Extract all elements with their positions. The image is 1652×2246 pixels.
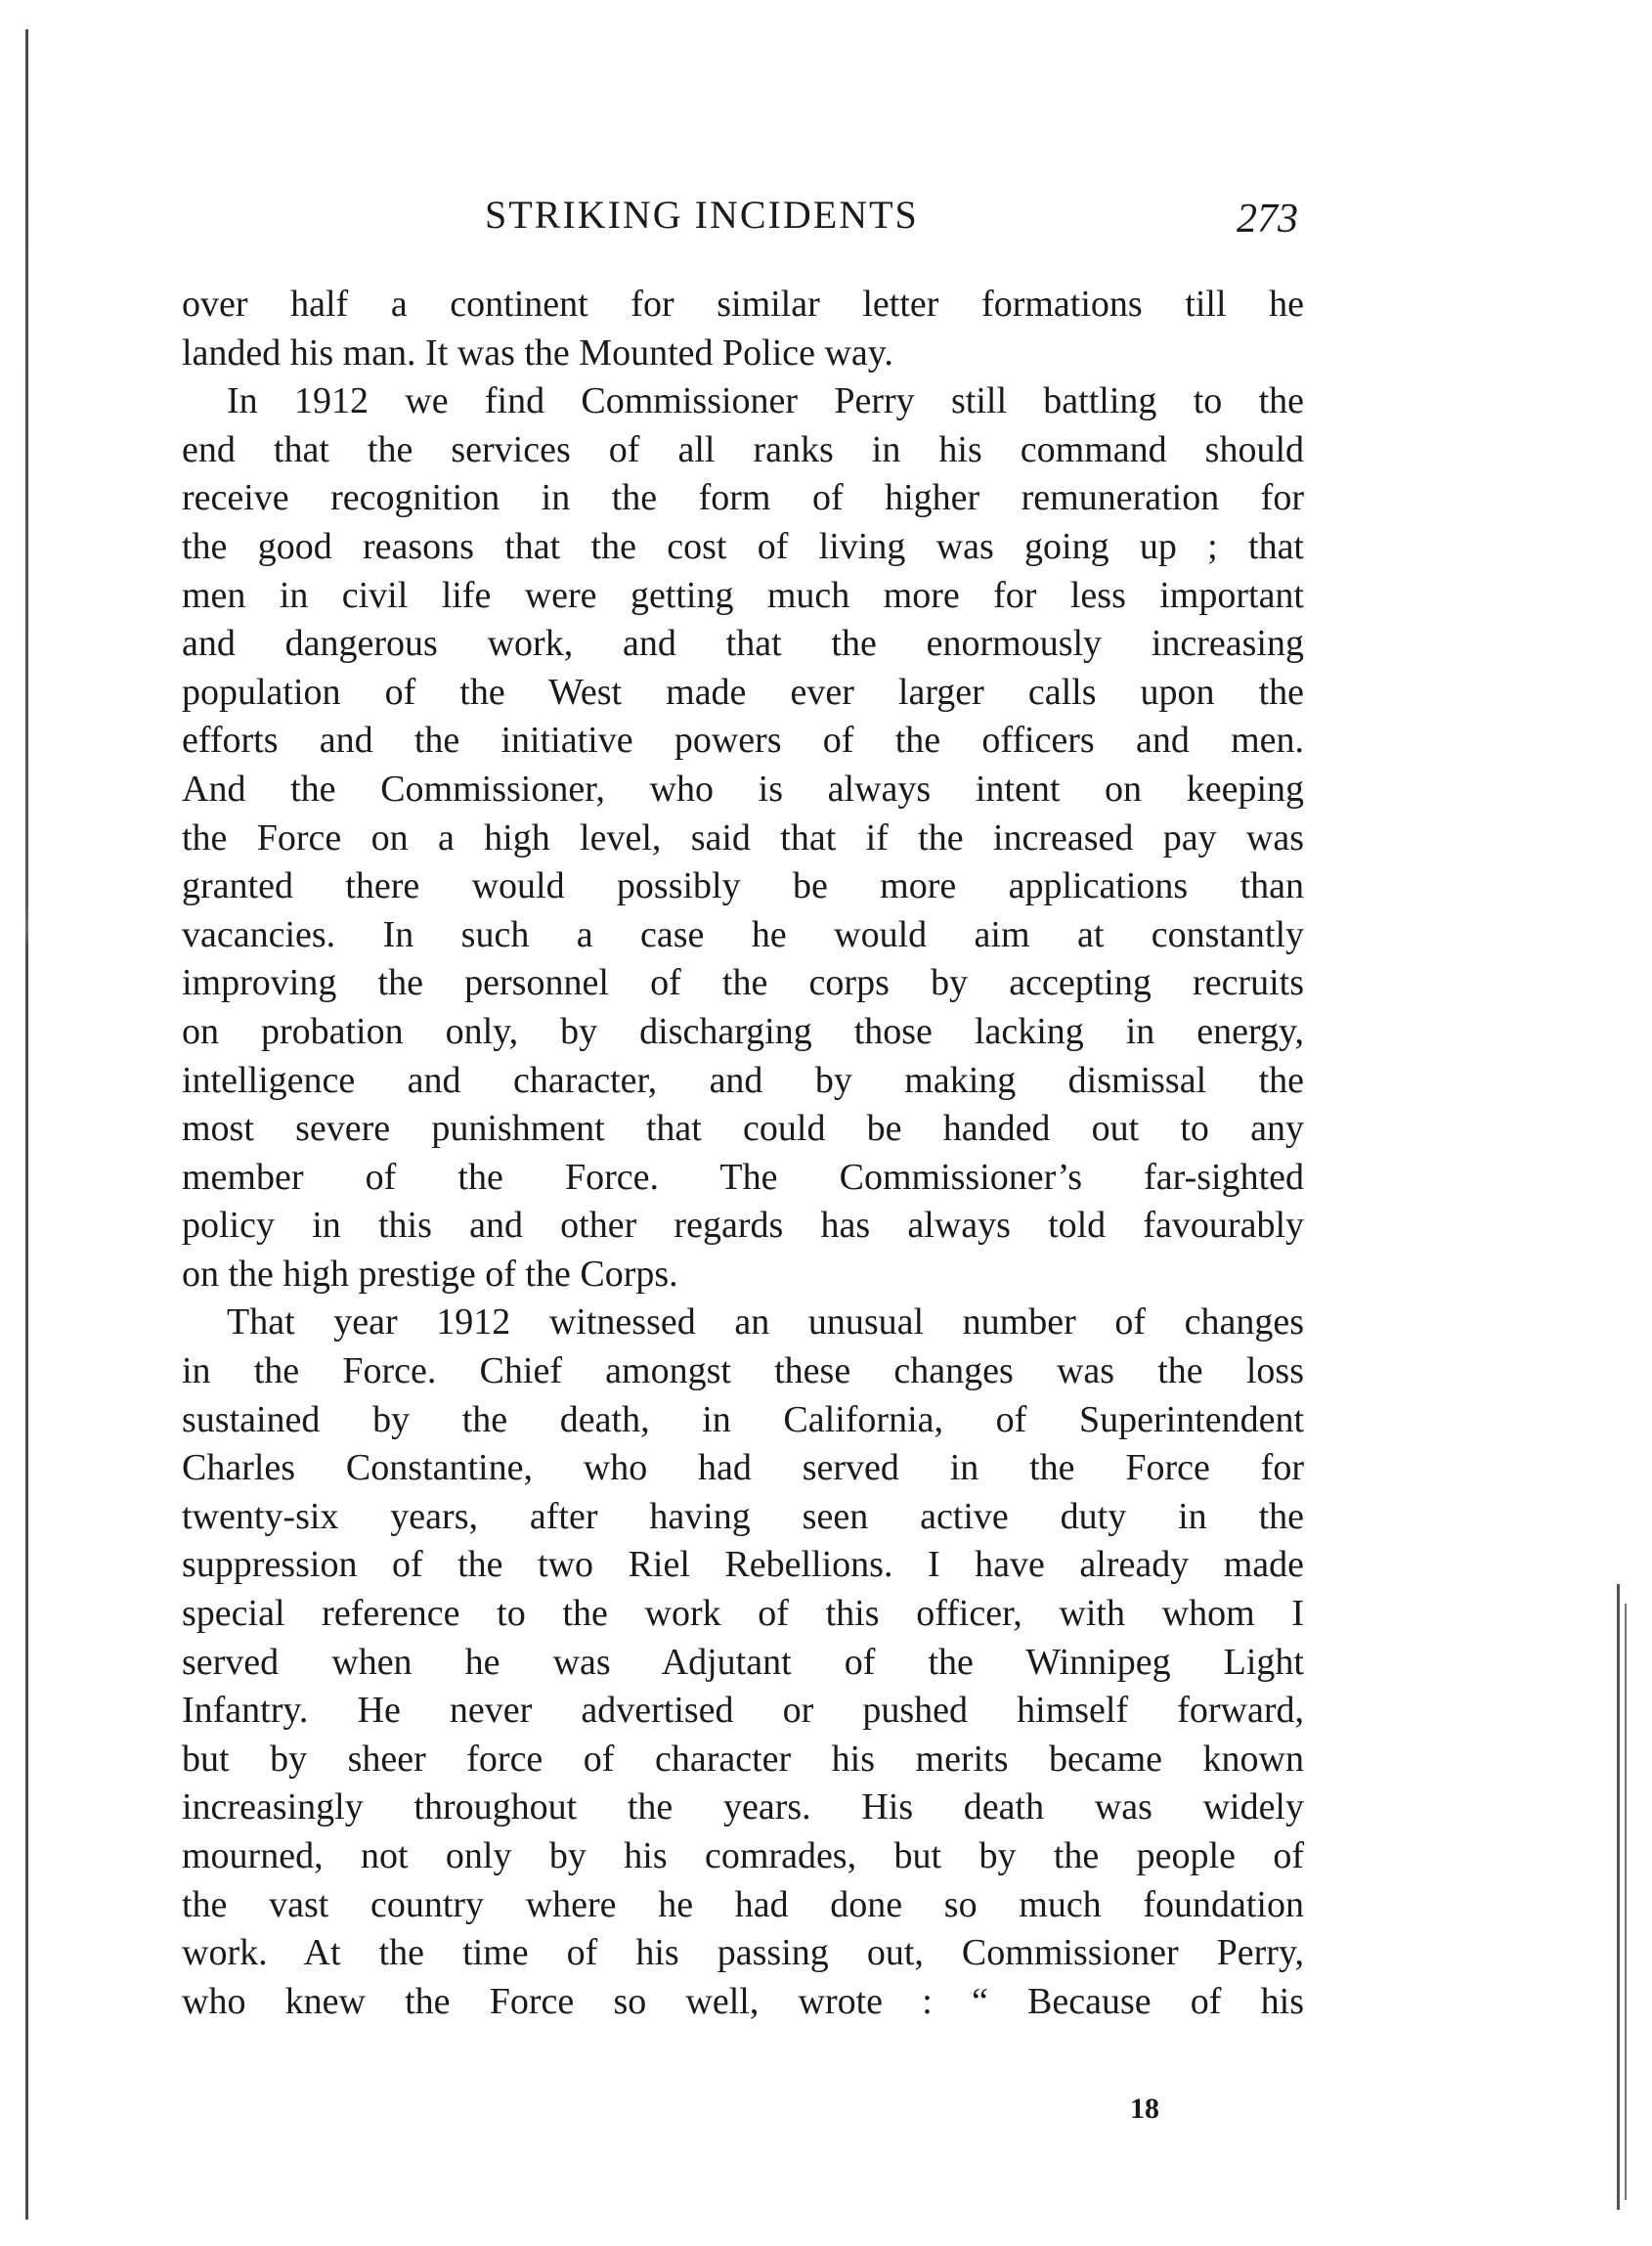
text-line: in the Force. Chief amongst these changes was the loss [182,1350,1304,1392]
text-line: improving the personnel of the corps by accepting recruits [182,962,1304,1004]
text-line: granted there would possibly be more applications than [182,865,1304,907]
text-line: Infantry. He never advertised or pushed himself forward, [182,1690,1304,1732]
text-line: efforts and the initiative powers of the officers and men. [182,720,1304,762]
text-line: policy in this and other regards has always told favourably [182,1205,1304,1247]
body-text [182,281,1304,2026]
text-line: the good reasons that the cost of living was going up ; that [182,525,1304,567]
text-line: over half a continent for similar letter formations till he [182,284,1304,325]
text-line: suppression of the two Riel Rebellions. I have already made [182,1544,1304,1586]
running-head [182,192,1306,250]
text-line: the vast country where he had done so much foundation [182,1883,1304,1925]
text-line: on probation only, by discharging those lacking in energy, [182,1010,1304,1052]
running-title: STRIKING INCIDENTS [485,193,919,237]
text-line: receive recognition in the form of higher remuneration for [182,477,1304,519]
text-line: and dangerous work, and that the enormously increasing [182,623,1304,665]
text-line: on the high prestige of the Corps. [182,1253,678,1295]
text-line: special reference to the work of this officer, with whom I [182,1593,1304,1635]
paragraph-start-line: That year 1912 witnessed an unusual number of changes [227,1301,1304,1343]
text-line: Charles Constantine, who had served in the Force for [182,1447,1304,1489]
text-line: most severe punishment that could be handed out to any [182,1108,1304,1150]
text-line: population of the West made ever larger calls upon the [182,671,1304,713]
text-line: sustained by the death, in California, of Superintendent [182,1398,1304,1440]
text-line: who knew the Force so well, wrote : “ Because of his [182,1980,1304,2022]
text-line: increasingly throughout the years. His death was widely [182,1786,1304,1828]
signature-mark: 18 [1130,2092,1159,2125]
text-line: intelligence and character, and by making dismissal the [182,1059,1304,1101]
text-line: And the Commissioner, who is always intent on keeping [182,768,1304,810]
text-line: member of the Force. The Commissioner’s far-sighted [182,1156,1304,1198]
text-line: work. At the time of his passing out, Commissioner Perry, [182,1932,1304,1974]
scan-edge-right-secondary [1625,1604,1627,2200]
text-line: twenty-six years, after having seen active duty in the [182,1495,1304,1537]
text-line: but by sheer force of character his merits became known [182,1738,1304,1780]
paragraph-start-line: In 1912 we find Commissioner Perry still battling to the [227,380,1304,422]
text-line: men in civil life were getting much more for less important [182,574,1304,616]
scan-edge-right [1617,1584,1620,2210]
text-line: served when he was Adjutant of the Winnipeg Light [182,1641,1304,1683]
text-line: landed his man. It was the Mounted Police way. [182,331,893,374]
text-line: mourned, not only by his comrades, but by the people of [182,1835,1304,1876]
text-line: vacancies. In such a case he would aim at constantly [182,913,1304,955]
page-number: 273 [1237,197,1298,242]
text-line: end that the services of all ranks in his command should [182,428,1304,470]
text-line: the Force on a high level, said that if the increased pay was [182,816,1304,859]
scan-edge-left [25,29,28,2220]
